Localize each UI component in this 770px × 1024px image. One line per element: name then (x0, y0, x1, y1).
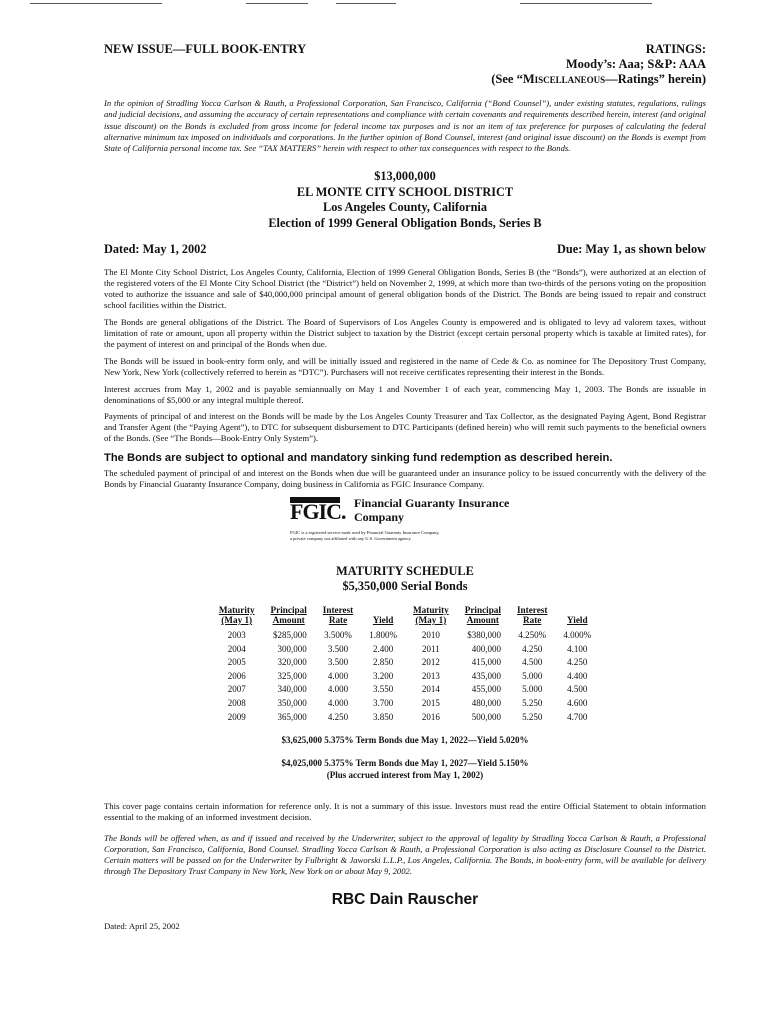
maturity-year: 2014 (421, 684, 440, 695)
cover-page (104, 42, 706, 931)
yield: 2.400 (373, 643, 394, 654)
insurer-footnote (290, 530, 706, 542)
payment-paragraph: Payments of principal of and interest on the Bonds will be made by the Los Angeles County Treasurer and Tax Collector, as the designated Paying Agent, Bond Registrar and Transfer Agent (the “Paying Agent”), to DTC for subsequent disbursement to DTC Participants (defined herein) who will remit such payments to the beneficial owners of the Bonds. (See “The Bonds—Book-Entry Only System”). (104, 411, 706, 444)
interest-rate: 3.500% (324, 629, 352, 640)
redemption-notice: The Bonds are subject to optional and mandatory sinking fund redemption as described herein. (104, 452, 613, 465)
yield: 4.600 (567, 697, 588, 708)
yield: 4.250 (567, 657, 588, 668)
maturity-year: 2007 (227, 684, 246, 695)
maturity-year: 2006 (227, 670, 246, 681)
offering-paragraph: The Bonds will be offered when, as and if issued and received by the Underwriter, subject to the approval of legality by Stradling Yocca Carlson & Rauth, a Professional Corporation, San Francisco, California, Bond Counsel. Stradling Yocca Carlson & Rauth, a Professional Corporation is also acting as Disclosure Counsel to the District. Certain matters will be passed on for the Underwriter by Fulbright & Jaworski L.L.P., Los Angeles, California. The Bonds, in book-entry form, will be available for delivery through The Depository Trust Company in New York, New York on or about May 9, 2002. (104, 832, 706, 876)
interest-rate: 5.000 (522, 684, 543, 695)
ratings-ref-smallcaps: Miscellaneous (522, 72, 606, 86)
interest-rate: 4.000 (327, 684, 349, 695)
interest-rate: 4.500 (522, 657, 543, 668)
ratings-ref-pre: (See “ (491, 72, 523, 86)
table-row (211, 643, 599, 657)
header-maturity-2: Maturity (May 1) (413, 604, 449, 625)
fgic-logo-text: FGIC. (290, 498, 346, 524)
maturity-year: 2013 (421, 670, 440, 681)
yield: 2.850 (373, 657, 394, 668)
maturity-year: 2004 (227, 643, 246, 654)
official-statement-date: Dated: April 25, 2002 (104, 920, 180, 931)
yield: 4.500 (567, 684, 588, 695)
yield: 1.800% (369, 629, 397, 640)
description-section (104, 267, 706, 490)
maturity-schedule-title: MATURITY SCHEDULE (336, 563, 474, 578)
principal-amount: 415,000 (471, 657, 501, 668)
yield: 3.550 (373, 684, 394, 695)
issue-amount: $13,000,000 (374, 169, 436, 184)
serial-bonds-amount: $5,350,000 Serial Bonds (342, 579, 468, 594)
interest-rate: 5.250 (522, 711, 543, 722)
interest-rate: 4.250 (327, 711, 349, 722)
header-interest-2: Interest Rate (516, 604, 548, 625)
cover-page-note: This cover page contains certain information for reference only. It is not a summary of this issue. Investors must read the entire Official Statement to obtain information essential to the making of an informed investment decision. (104, 801, 706, 823)
dated-date: Dated: May 1, 2002 (104, 242, 207, 257)
series-name: Election of 1999 General Obligation Bonds, Series B (268, 215, 542, 230)
bond-counsel-opinion: In the opinion of Stradling Yocca Carlson & Rauth, a Professional Corporation, San Francisco, California (“Bond Counsel”), under existing statutes, regulations, rulings and judicial decisions, and assuming the accuracy of certain representations and compliance with certain covenants and requirements described herein, interest (and original issue discount) on the Bonds is excluded from gross income for federal income tax purposes and is not an item of tax preference for purposes of calculating the federal alternative minimum tax imposed on individuals and corporations. In the further opinion of Bond Counsel, interest (and original issue discount) on the Bonds is exempt from State of California personal income tax. See “TAX MATTERS” herein with respect to other tax consequences with respect to the Bonds. (104, 98, 706, 154)
principal-amount: 325,000 (277, 670, 307, 681)
maturity-table-header (211, 605, 599, 629)
interest-rate: 3.500 (327, 643, 349, 654)
interest-rate: 3.500 (327, 657, 349, 668)
principal-amount: 300,000 (277, 643, 307, 654)
principal-amount: 500,000 (471, 711, 501, 722)
maturity-year: 2015 (421, 697, 440, 708)
security-paragraph: The Bonds are general obligations of the District. The Board of Supervisors of Los Angeles County is empowered and is obligated to levy ad valorem taxes, without limitation of rate or amount, upon all property within the District subject to taxation by the District (except certain personal property which is taxable at limited rates), for the payment of interest on and principal of the Bonds when due. (104, 317, 706, 349)
book-entry-paragraph: The Bonds will be issued in book-entry form only, and will be initially issued and registered in the name of Cede & Co. as nominee for The Depository Trust Company, New York, New York (collectively referred to herein as “DTC”). Purchasers will not receive certificates representing their interest in the Bonds. (104, 355, 706, 377)
header-maturity: Maturity (May 1) (218, 604, 255, 625)
ratings-reference (491, 72, 706, 87)
issue-type: NEW ISSUE—FULL BOOK-ENTRY (104, 42, 307, 56)
maturity-year: 2005 (227, 657, 246, 668)
dated-due-line (104, 242, 706, 257)
term-bonds-2022: $3,625,000 5.375% Term Bonds due May 1, 2022—Yield 5.020% (281, 735, 529, 746)
principal-amount: 480,000 (471, 697, 501, 708)
top-rule-4 (520, 3, 652, 4)
yield: 3.200 (373, 670, 394, 681)
district-name: EL MONTE CITY SCHOOL DISTRICT (296, 184, 514, 199)
ratings-label: RATINGS: (645, 42, 706, 56)
table-row (211, 656, 599, 670)
yield: 3.850 (373, 711, 394, 722)
header-principal-2: Principal Amount (464, 604, 501, 625)
insurer-footnote-line-2: a private company not affiliated with any U.S. Government agency. (290, 535, 412, 541)
principal-amount: 365,000 (277, 711, 307, 722)
yield: 3.700 (373, 697, 394, 708)
ratings-values: Moody’s: Aaa; S&P: AAA (565, 57, 706, 71)
fgic-logo (290, 497, 346, 524)
maturity-year: 2009 (227, 711, 246, 722)
header (104, 42, 706, 87)
header-interest: Interest Rate (322, 604, 354, 625)
table-row (211, 697, 599, 711)
yield: 4.700 (567, 711, 588, 722)
interest-rate: 4.000 (327, 670, 349, 681)
insurer-footnote-line-1: FGIC is a registered service mark used by Financial Guaranty Insurance Company, (290, 529, 440, 535)
principal-amount: 320,000 (277, 657, 307, 668)
ratings-block (491, 42, 706, 87)
header-yield: Yield (372, 614, 394, 625)
maturity-year: 2010 (421, 629, 440, 640)
header-principal: Principal Amount (270, 604, 307, 625)
header-yield-2: Yield (567, 614, 588, 625)
principal-amount: 455,000 (471, 684, 501, 695)
top-rule-3 (336, 3, 396, 4)
maturity-year: 2003 (227, 629, 246, 640)
principal-amount: 435,000 (471, 670, 501, 681)
yield: 4.000% (563, 629, 592, 640)
interest-rate: 5.000 (522, 670, 543, 681)
top-rule-1 (30, 3, 162, 4)
accrued-interest-note: (Plus accrued interest from May 1, 2002) (326, 770, 484, 781)
principal-amount: 340,000 (277, 684, 307, 695)
principal-amount: $380,000 (467, 629, 501, 640)
yield: 4.400 (567, 670, 588, 681)
maturity-year: 2012 (421, 657, 440, 668)
maturity-table (211, 605, 599, 724)
due-date: Due: May 1, as shown below (557, 242, 706, 257)
term-bonds-2027: $4,025,000 5.375% Term Bonds due May 1, 2027—Yield 5.150% (281, 758, 529, 769)
table-row (211, 670, 599, 684)
interest-rate: 4.000 (327, 697, 349, 708)
table-row (211, 711, 599, 725)
interest-paragraph: Interest accrues from May 1, 2002 and is payable semiannually on May 1 and November 1 of each year, commencing May 1, 2003. The Bonds are issuable in denominations of $5,000 or any integral multiple thereof. (104, 383, 706, 405)
insurer-name (354, 496, 509, 524)
authorization-paragraph: The El Monte City School District, Los Angeles County, California, Election of 1999 General Obligation Bonds, Series B (the “Bonds”), were authorized at an election of the registered voters of the El Monte City School District (the “District”) held on November 2, 1999, at which more than two-thirds of the persons voting on the proposition voted to authorize the issuance and sale of $40,000,000 principal amount of general obligation bonds of the District. The Bonds are being issued to repair and construct school facilities within the District. (104, 267, 706, 311)
principal-amount: $285,000 (273, 629, 307, 640)
maturity-year: 2011 (422, 643, 440, 654)
top-rule-2 (246, 3, 308, 4)
underwriter-name: RBC Dain Rauscher (331, 890, 479, 908)
insurance-paragraph: The scheduled payment of principal of and interest on the Bonds when due will be guaranteed under an insurance policy to be issued concurrently with the delivery of the Bonds by Financial Guaranty Insurance Company, doing business in California as FGIC Insurance Company. (104, 468, 706, 490)
insurer-name-line-1: Financial Guaranty Insurance (354, 495, 510, 510)
ratings-ref-post: —Ratings” herein) (605, 72, 706, 86)
interest-rate: 4.250% (518, 629, 547, 640)
maturity-year: 2016 (421, 711, 440, 722)
principal-amount: 400,000 (471, 643, 501, 654)
yield: 4.100 (567, 643, 588, 654)
insurer-name-line-2: Company (354, 509, 405, 524)
maturity-year: 2008 (227, 697, 246, 708)
maturity-schedule-heading (104, 564, 706, 595)
table-row (211, 683, 599, 697)
interest-rate: 5.250 (522, 697, 543, 708)
title-block (104, 169, 706, 231)
insurer-logo-block (290, 496, 706, 524)
principal-amount: 350,000 (277, 697, 307, 708)
table-row (211, 629, 599, 643)
interest-rate: 4.250 (522, 643, 543, 654)
county-name: Los Angeles County, California (323, 200, 487, 215)
